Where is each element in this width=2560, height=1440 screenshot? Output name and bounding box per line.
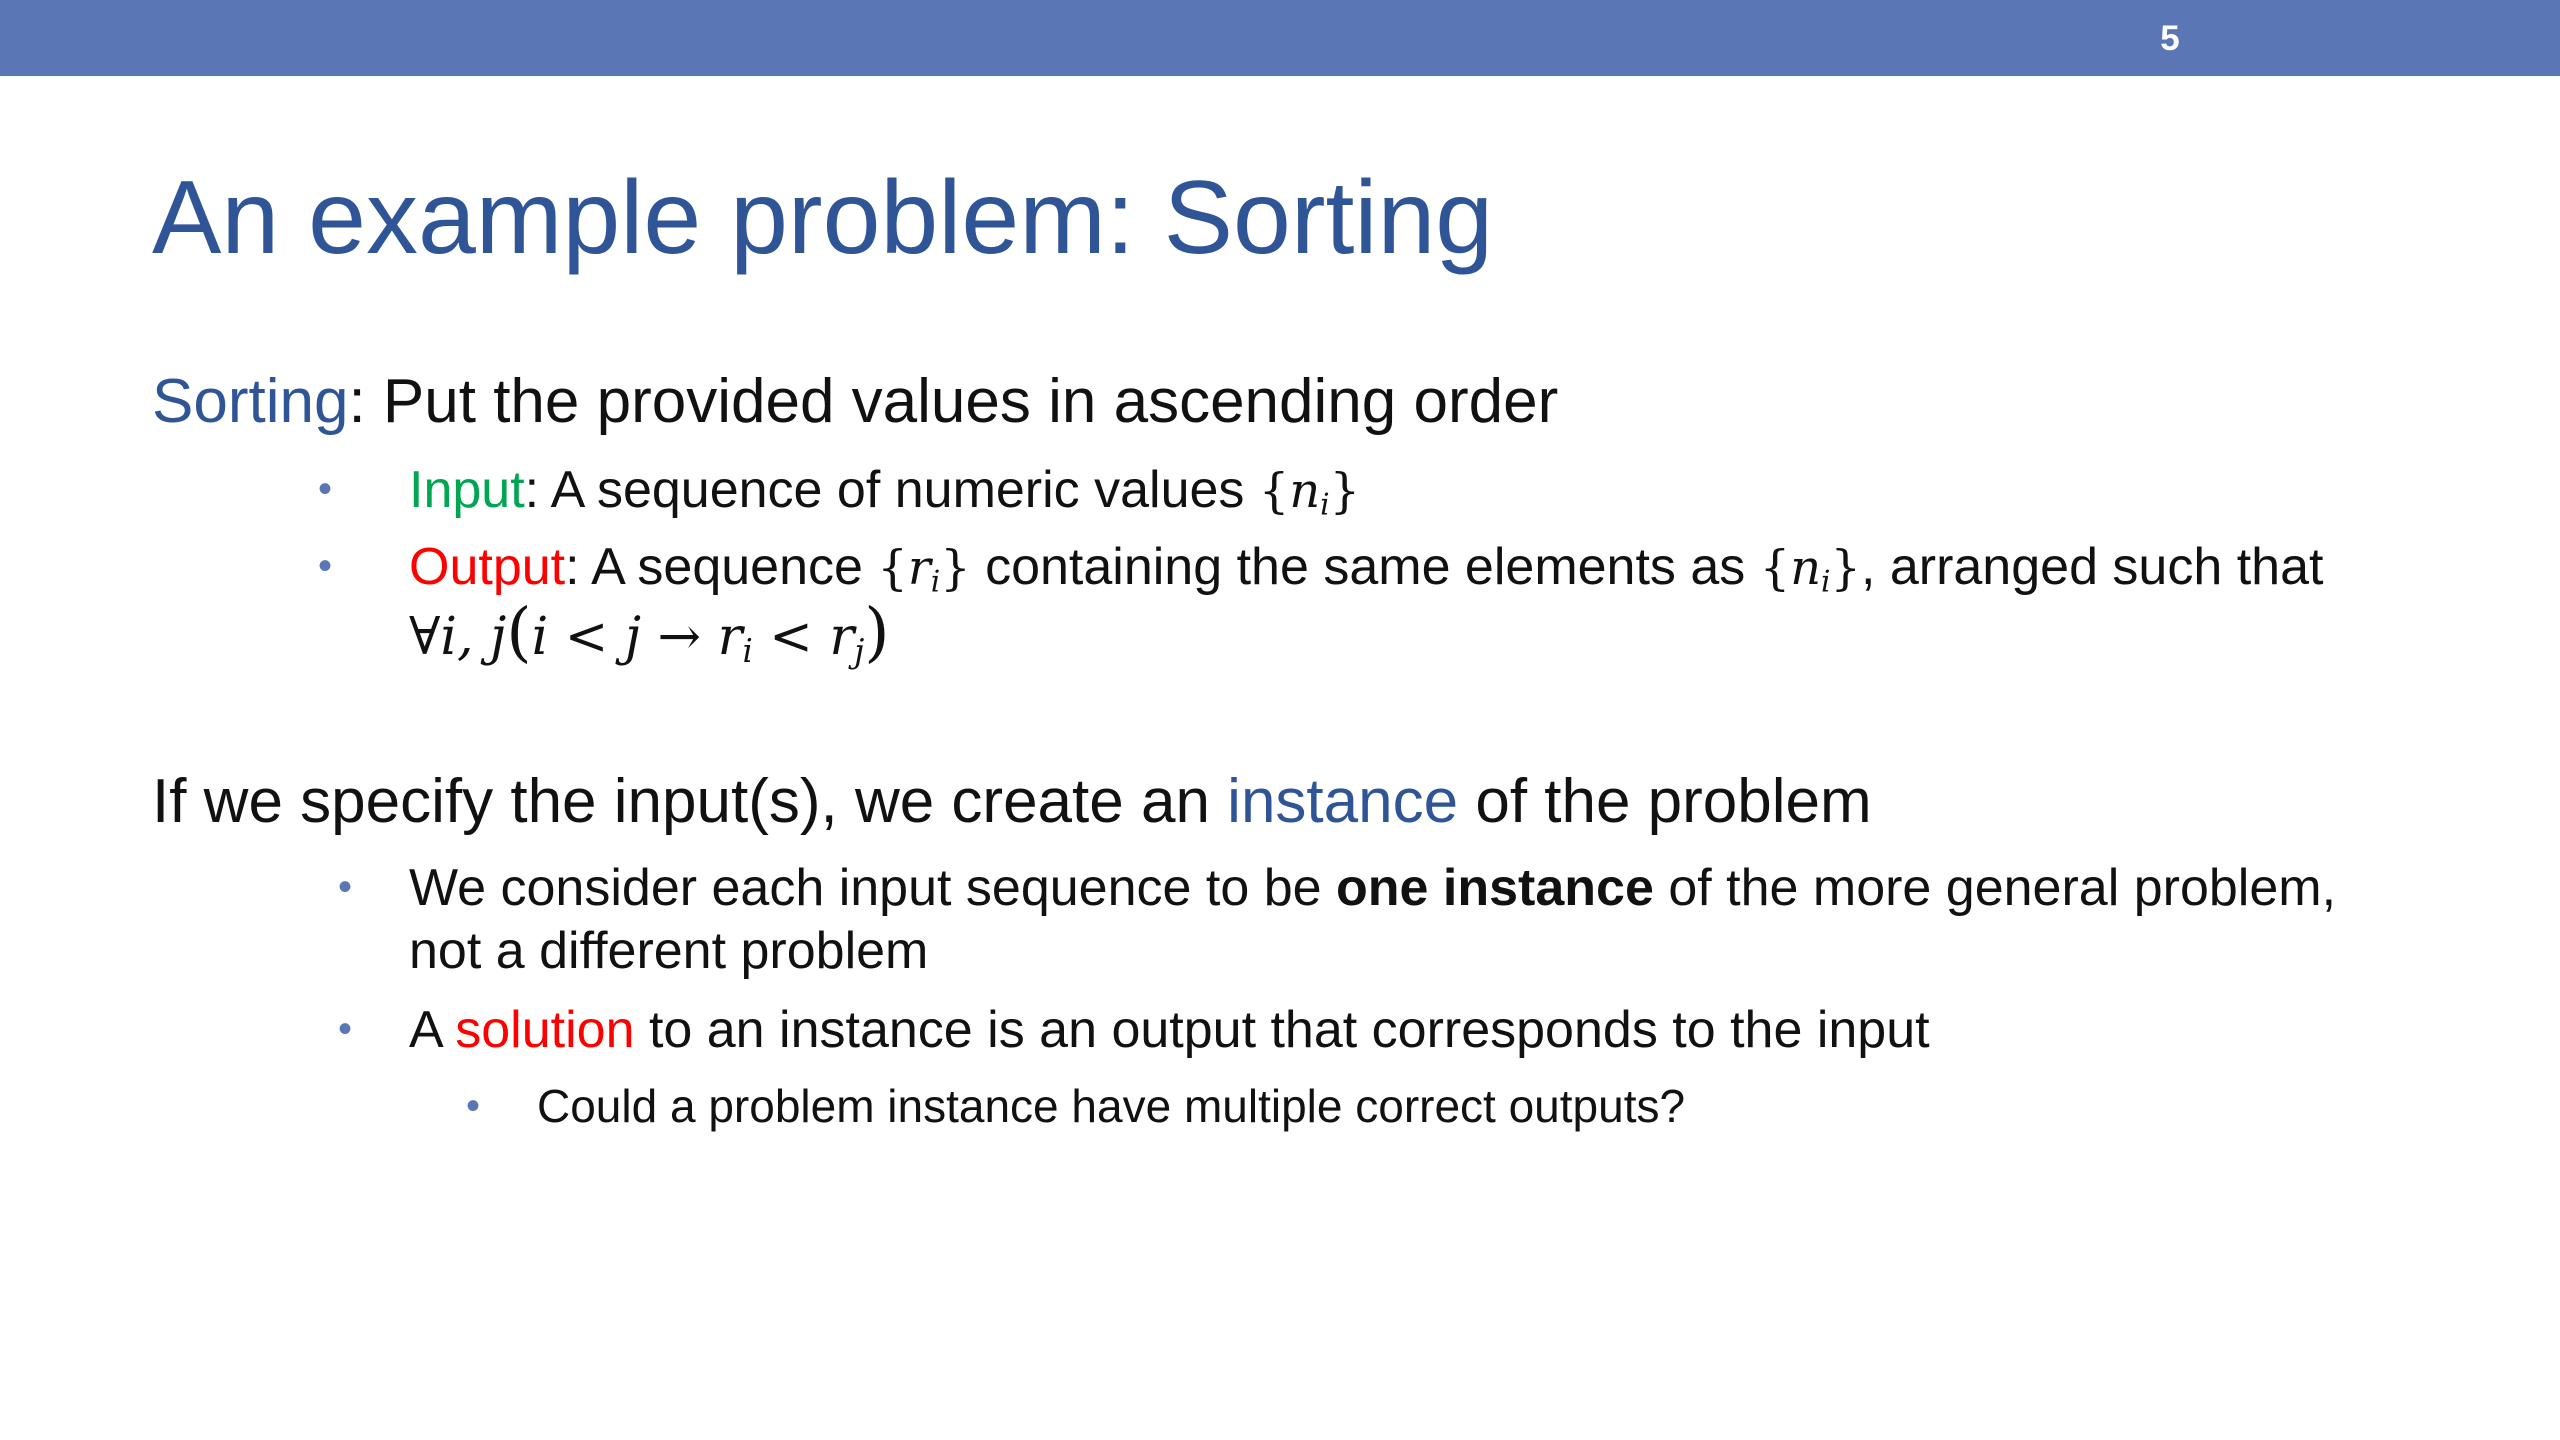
bullet-icon: • [318, 467, 333, 511]
output-text-1: : A sequence [565, 538, 878, 596]
consider-bold: one instance [1336, 859, 1654, 917]
instance-heading-text-1: If we specify the input(s), we create an [152, 767, 1228, 836]
output-formula: ∀i, $j(i < j \to r_i < r_j)$ [409, 595, 890, 671]
slide-number: 5 [2160, 19, 2180, 58]
consider-text-1: We consider each input sequence to be [409, 859, 1336, 917]
input-math-set: $\{n_i\}$ [1258, 464, 1361, 522]
consider-text-2: of the more general problem, [1653, 859, 2337, 917]
instance-heading-text-2: of the problem [1458, 767, 1872, 836]
input-label: Input [409, 461, 525, 519]
slide-header-bar [0, 0, 2560, 76]
bullet-icon: • [466, 1084, 481, 1128]
question-item: Could a problem instance have multiple correct outputs? [537, 1080, 1686, 1132]
instance-term: instance [1227, 767, 1459, 836]
output-item [409, 536, 2323, 612]
slide-title: An example problem: Sorting [152, 160, 1494, 276]
solution-text-1: A [409, 1001, 456, 1059]
bullet-icon: • [338, 1007, 353, 1051]
output-math-n-set: $\{n_i\}$ [1759, 541, 1861, 599]
bullet-icon: • [318, 544, 333, 588]
consider-item [409, 857, 2336, 919]
sorting-definition-text: : Put the provided values in ascending order [348, 367, 1559, 436]
consider-item-line-2: not a different problem [409, 922, 929, 980]
sorting-definition [152, 366, 1558, 438]
output-label: Output [409, 538, 566, 596]
instance-heading [152, 766, 1872, 838]
output-math-r-set: $\{r_i\}$ [877, 541, 971, 599]
solution-text-2: to an instance is an output that corresponds to the input [634, 1001, 1930, 1059]
input-text: : A sequence of numeric values [524, 461, 1259, 519]
solution-item [409, 999, 1930, 1061]
bullet-icon: • [338, 865, 353, 909]
output-text-3: , arranged such that [1860, 538, 2324, 596]
sorting-term: Sorting [152, 367, 349, 436]
solution-term: solution [455, 1001, 635, 1059]
output-text-2: containing the same elements as [970, 538, 1760, 596]
input-item [409, 459, 1360, 535]
